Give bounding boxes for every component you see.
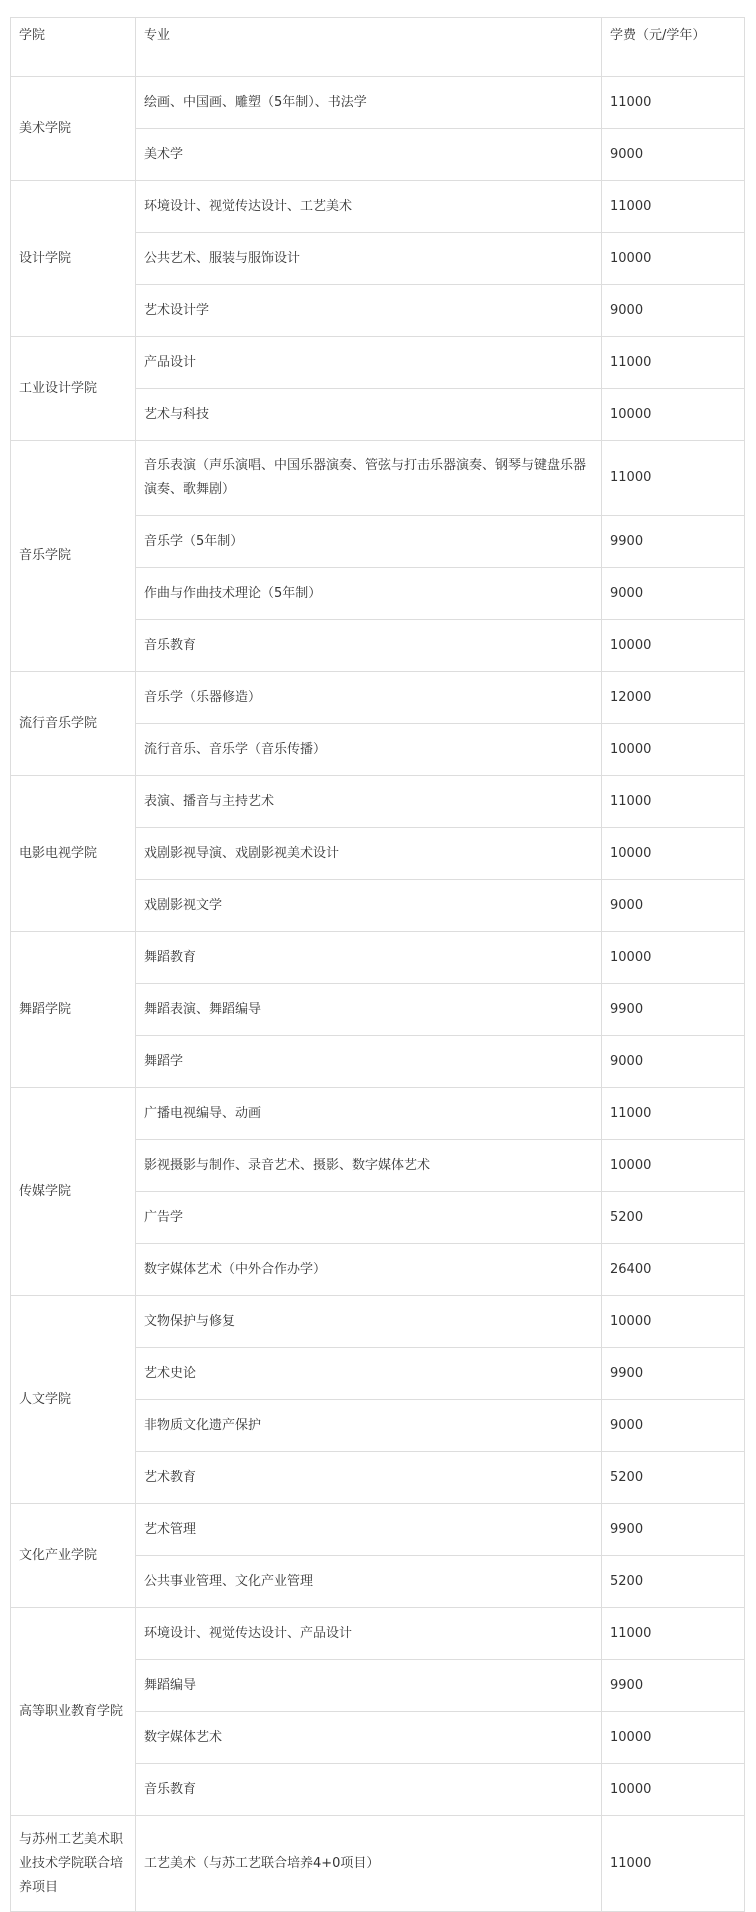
fee-cell: 10000 — [602, 1712, 745, 1764]
college-cell: 电影电视学院 — [11, 776, 136, 932]
major-cell: 舞蹈编导 — [136, 1660, 602, 1712]
major-cell: 流行音乐、音乐学（音乐传播） — [136, 724, 602, 776]
fee-cell: 9000 — [602, 285, 745, 337]
major-cell: 非物质文化遗产保护 — [136, 1400, 602, 1452]
table-row — [11, 932, 745, 984]
major-cell: 公共艺术、服装与服饰设计 — [136, 233, 602, 285]
fee-cell: 10000 — [602, 1296, 745, 1348]
fee-cell: 10000 — [602, 620, 745, 672]
major-cell: 舞蹈表演、舞蹈编导 — [136, 984, 602, 1036]
fee-cell: 11000 — [602, 181, 745, 233]
tuition-table — [10, 17, 745, 1912]
major-cell: 音乐教育 — [136, 620, 602, 672]
fee-cell: 9900 — [602, 1660, 745, 1712]
major-cell: 艺术设计学 — [136, 285, 602, 337]
major-cell: 绘画、中国画、雕塑（5年制）、书法学 — [136, 77, 602, 129]
fee-cell: 5200 — [602, 1452, 745, 1504]
college-cell: 美术学院 — [11, 77, 136, 181]
major-cell: 音乐学（5年制） — [136, 516, 602, 568]
fee-cell: 11000 — [602, 776, 745, 828]
major-cell: 舞蹈教育 — [136, 932, 602, 984]
major-cell: 音乐表演（声乐演唱、中国乐器演奏、管弦与打击乐器演奏、钢琴与键盘乐器演奏、歌舞剧） — [136, 441, 602, 516]
table-row — [11, 441, 745, 516]
major-cell: 数字媒体艺术（中外合作办学） — [136, 1244, 602, 1296]
major-cell: 产品设计 — [136, 337, 602, 389]
fee-cell: 10000 — [602, 1140, 745, 1192]
header-college: 学院 — [11, 18, 136, 77]
table-row — [11, 672, 745, 724]
major-cell: 广播电视编导、动画 — [136, 1088, 602, 1140]
major-cell: 作曲与作曲技术理论（5年制） — [136, 568, 602, 620]
tuition-table-body — [11, 18, 745, 1912]
college-cell: 工业设计学院 — [11, 337, 136, 441]
table-row — [11, 1088, 745, 1140]
fee-cell: 11000 — [602, 441, 745, 516]
fee-cell: 12000 — [602, 672, 745, 724]
table-row — [11, 1296, 745, 1348]
major-cell: 表演、播音与主持艺术 — [136, 776, 602, 828]
major-cell: 公共事业管理、文化产业管理 — [136, 1556, 602, 1608]
table-row — [11, 77, 745, 129]
table-row — [11, 1816, 745, 1912]
fee-cell: 9900 — [602, 984, 745, 1036]
fee-cell: 5200 — [602, 1192, 745, 1244]
fee-cell: 10000 — [602, 724, 745, 776]
major-cell: 戏剧影视文学 — [136, 880, 602, 932]
major-cell: 文物保护与修复 — [136, 1296, 602, 1348]
fee-cell: 10000 — [602, 828, 745, 880]
major-cell: 影视摄影与制作、录音艺术、摄影、数字媒体艺术 — [136, 1140, 602, 1192]
table-header-row — [11, 18, 745, 77]
major-cell: 数字媒体艺术 — [136, 1712, 602, 1764]
major-cell: 戏剧影视导演、戏剧影视美术设计 — [136, 828, 602, 880]
major-cell: 艺术管理 — [136, 1504, 602, 1556]
college-cell: 人文学院 — [11, 1296, 136, 1504]
table-row — [11, 1504, 745, 1556]
fee-cell: 9900 — [602, 1348, 745, 1400]
fee-cell: 10000 — [602, 389, 745, 441]
fee-cell: 10000 — [602, 932, 745, 984]
major-cell: 音乐教育 — [136, 1764, 602, 1816]
fee-cell: 9900 — [602, 516, 745, 568]
fee-cell: 10000 — [602, 233, 745, 285]
header-fee: 学费（元/学年） — [602, 18, 745, 77]
major-cell: 音乐学（乐器修造） — [136, 672, 602, 724]
college-cell: 流行音乐学院 — [11, 672, 136, 776]
table-row — [11, 337, 745, 389]
fee-cell: 11000 — [602, 1088, 745, 1140]
fee-cell: 9000 — [602, 1400, 745, 1452]
college-cell: 文化产业学院 — [11, 1504, 136, 1608]
college-cell: 与苏州工艺美术职业技术学院联合培养项目 — [11, 1816, 136, 1912]
major-cell: 舞蹈学 — [136, 1036, 602, 1088]
fee-cell: 10000 — [602, 1764, 745, 1816]
college-cell: 传媒学院 — [11, 1088, 136, 1296]
major-cell: 艺术与科技 — [136, 389, 602, 441]
major-cell: 工艺美术（与苏工艺联合培养4+0项目） — [136, 1816, 602, 1912]
header-major: 专业 — [136, 18, 602, 77]
fee-cell: 9000 — [602, 1036, 745, 1088]
major-cell: 艺术教育 — [136, 1452, 602, 1504]
major-cell: 广告学 — [136, 1192, 602, 1244]
major-cell: 艺术史论 — [136, 1348, 602, 1400]
college-cell: 高等职业教育学院 — [11, 1608, 136, 1816]
fee-cell: 5200 — [602, 1556, 745, 1608]
college-cell: 音乐学院 — [11, 441, 136, 672]
table-row — [11, 776, 745, 828]
fee-cell: 9000 — [602, 129, 745, 181]
college-cell: 设计学院 — [11, 181, 136, 337]
fee-cell: 11000 — [602, 337, 745, 389]
fee-cell: 11000 — [602, 1816, 745, 1912]
fee-cell: 9000 — [602, 568, 745, 620]
table-row — [11, 181, 745, 233]
fee-cell: 11000 — [602, 77, 745, 129]
table-row — [11, 1608, 745, 1660]
fee-cell: 9900 — [602, 1504, 745, 1556]
major-cell: 美术学 — [136, 129, 602, 181]
major-cell: 环境设计、视觉传达设计、产品设计 — [136, 1608, 602, 1660]
major-cell: 环境设计、视觉传达设计、工艺美术 — [136, 181, 602, 233]
college-cell: 舞蹈学院 — [11, 932, 136, 1088]
fee-cell: 11000 — [602, 1608, 745, 1660]
fee-cell: 26400 — [602, 1244, 745, 1296]
fee-cell: 9000 — [602, 880, 745, 932]
